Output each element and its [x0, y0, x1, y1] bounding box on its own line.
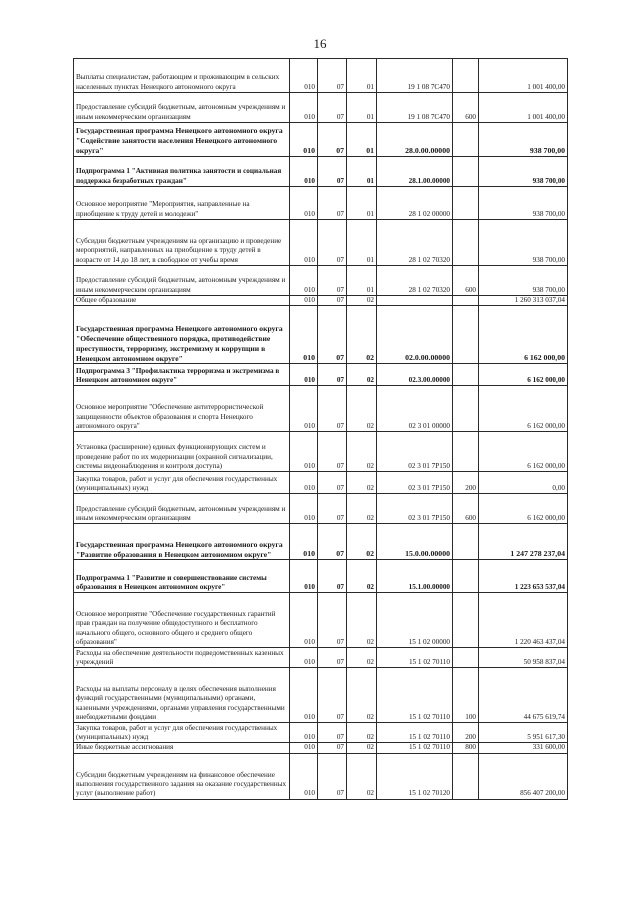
row-target-article-cell: 15 1 02 70110	[377, 743, 453, 753]
row-grbs-cell: 010	[290, 187, 318, 220]
row-target-article-cell: 15.1.00.00000	[377, 560, 453, 593]
row-expense-type-cell	[453, 648, 479, 668]
table-row	[74, 296, 568, 306]
row-expense-type-cell	[453, 524, 479, 560]
row-subsection-cell: 01	[347, 266, 377, 296]
row-subsection-cell: 02	[347, 306, 377, 364]
row-target-article-cell: 02.3.00.00000	[377, 364, 453, 386]
row-target-article-cell: 02 3 01 7Р150	[377, 494, 453, 524]
row-amount-cell: 938 700,00	[479, 123, 568, 157]
row-section-cell: 07	[318, 123, 347, 157]
row-expense-type-cell	[453, 296, 479, 306]
row-amount-cell: 1 001 400,00	[479, 93, 568, 123]
page-number: 16	[313, 36, 327, 51]
row-name-cell: Государственная программа Ненецкого автономного округа "Содействие занятости населения Ненецкого автономного округа"	[74, 123, 290, 157]
row-amount-cell: 6 162 000,00	[479, 306, 568, 364]
row-section-cell: 07	[318, 386, 347, 432]
row-amount-cell: 50 958 837,04	[479, 648, 568, 668]
row-section-cell: 07	[318, 432, 347, 472]
row-grbs-cell: 010	[290, 306, 318, 364]
row-expense-type-cell: 600	[453, 266, 479, 296]
row-subsection-cell: 02	[347, 743, 377, 753]
row-target-article-cell: 28 1 02 70320	[377, 220, 453, 266]
row-amount-cell: 6 162 000,00	[479, 494, 568, 524]
row-expense-type-cell	[453, 220, 479, 266]
table-row	[74, 432, 568, 472]
row-grbs-cell: 010	[290, 723, 318, 743]
row-expense-type-cell	[453, 432, 479, 472]
table-row	[74, 753, 568, 799]
row-subsection-cell: 02	[347, 494, 377, 524]
row-target-article-cell: 15 1 02 70110	[377, 648, 453, 668]
table-row	[74, 93, 568, 123]
row-target-article-cell: 28 1 02 70320	[377, 266, 453, 296]
row-section-cell: 07	[318, 648, 347, 668]
row-expense-type-cell	[453, 59, 479, 93]
row-name-cell: Закупка товаров, работ и услуг для обеспечения государственных (муниципальных) нужд	[74, 723, 290, 743]
row-amount-cell: 5 951 617,30	[479, 723, 568, 743]
table-row	[74, 648, 568, 668]
row-amount-cell: 1 001 400,00	[479, 59, 568, 93]
row-section-cell: 07	[318, 494, 347, 524]
row-name-cell: Подпрограмма 1 "Развитие и совершенствование системы образования в Ненецком автономном округе"	[74, 560, 290, 593]
table-row	[74, 743, 568, 753]
row-target-article-cell: 02.0.00.00000	[377, 306, 453, 364]
row-name-cell: Государственная программа Ненецкого автономного округа "Обеспечение общественного порядка, противодействие преступности, терроризму, экстремизму и коррупции в Ненецком автономном округе"	[74, 306, 290, 364]
row-expense-type-cell	[453, 306, 479, 364]
row-grbs-cell: 010	[290, 648, 318, 668]
row-target-article-cell: 19 1 08 7С470	[377, 59, 453, 93]
row-expense-type-cell	[453, 560, 479, 593]
row-amount-cell: 1 247 278 237,04	[479, 524, 568, 560]
table-row	[74, 524, 568, 560]
table-row	[74, 723, 568, 743]
row-target-article-cell: 02 3 01 00000	[377, 386, 453, 432]
row-name-cell: Выплаты специалистам, работающим и проживающим в сельских населенных пунктах Ненецкого автономного округа	[74, 59, 290, 93]
row-subsection-cell: 01	[347, 93, 377, 123]
row-grbs-cell: 010	[290, 220, 318, 266]
row-amount-cell: 938 700,00	[479, 187, 568, 220]
row-name-cell: Закупка товаров, работ и услуг для обеспечения государственных (муниципальных) нужд	[74, 472, 290, 494]
row-expense-type-cell	[453, 157, 479, 187]
table-row	[74, 386, 568, 432]
row-grbs-cell: 010	[290, 472, 318, 494]
row-expense-type-cell	[453, 123, 479, 157]
table-row	[74, 59, 568, 93]
row-section-cell: 07	[318, 364, 347, 386]
row-section-cell: 07	[318, 157, 347, 187]
row-section-cell: 07	[318, 743, 347, 753]
row-section-cell: 07	[318, 593, 347, 648]
row-amount-cell: 0,00	[479, 472, 568, 494]
row-grbs-cell: 010	[290, 668, 318, 723]
row-name-cell: Предоставление субсидий бюджетным, автономным учреждениям и иным некоммерческим организациям	[74, 494, 290, 524]
row-name-cell: Установка (расширение) единых функционирующих систем и проведение работ по их модернизации (охранной сигнализации, системы видеонаблюдения и контроля доступа)	[74, 432, 290, 472]
row-section-cell: 07	[318, 472, 347, 494]
row-subsection-cell: 02	[347, 593, 377, 648]
row-name-cell: Общее образование	[74, 296, 290, 306]
row-subsection-cell: 02	[347, 386, 377, 432]
row-section-cell: 07	[318, 266, 347, 296]
table-row	[74, 364, 568, 386]
row-section-cell: 07	[318, 306, 347, 364]
row-amount-cell: 6 162 000,00	[479, 432, 568, 472]
row-expense-type-cell	[453, 364, 479, 386]
row-expense-type-cell	[453, 753, 479, 799]
row-amount-cell: 938 700,00	[479, 157, 568, 187]
row-grbs-cell: 010	[290, 432, 318, 472]
row-target-article-cell: 28.1.00.00000	[377, 157, 453, 187]
row-amount-cell: 1 260 313 037,04	[479, 296, 568, 306]
table-row	[74, 123, 568, 157]
row-section-cell: 07	[318, 93, 347, 123]
row-expense-type-cell: 200	[453, 472, 479, 494]
row-section-cell: 07	[318, 723, 347, 743]
row-amount-cell: 856 407 200,00	[479, 753, 568, 799]
row-section-cell: 07	[318, 668, 347, 723]
table-row	[74, 220, 568, 266]
row-subsection-cell: 01	[347, 157, 377, 187]
row-name-cell: Расходы на обеспечение деятельности подведомственных казенных учреждений	[74, 648, 290, 668]
row-name-cell: Предоставление субсидий бюджетным, автономным учреждениям и иным некоммерческим организациям	[74, 266, 290, 296]
row-subsection-cell: 02	[347, 648, 377, 668]
table-row	[74, 593, 568, 648]
row-name-cell: Основное мероприятие "Мероприятия, направленные на приобщение к труду детей и молодежи"	[74, 187, 290, 220]
row-expense-type-cell	[453, 593, 479, 648]
row-subsection-cell: 01	[347, 123, 377, 157]
row-name-cell: Расходы на выплаты персоналу в целях обеспечения выполнения функций государственными (муниципальными) органами, казенными учреждениями, органами управления государственными внебюджетными фондами	[74, 668, 290, 723]
row-section-cell: 07	[318, 753, 347, 799]
budget-table	[73, 58, 568, 800]
table-row	[74, 187, 568, 220]
row-expense-type-cell: 800	[453, 743, 479, 753]
row-subsection-cell: 01	[347, 59, 377, 93]
table-row	[74, 494, 568, 524]
row-target-article-cell: 28.0.00.00000	[377, 123, 453, 157]
row-target-article-cell: 15 1 02 00000	[377, 593, 453, 648]
row-section-cell: 07	[318, 560, 347, 593]
row-amount-cell: 1 220 463 437,04	[479, 593, 568, 648]
row-name-cell: Субсидии бюджетным учреждениям на организацию и проведение мероприятий, направленных на приобщение к труду детей в возрасте от 14 до 18 лет, в свободное от учебы время	[74, 220, 290, 266]
row-target-article-cell: 15.0.00.00000	[377, 524, 453, 560]
row-target-article-cell	[377, 296, 453, 306]
row-amount-cell: 44 675 619,74	[479, 668, 568, 723]
row-subsection-cell: 02	[347, 668, 377, 723]
row-grbs-cell: 010	[290, 494, 318, 524]
row-subsection-cell: 02	[347, 524, 377, 560]
row-name-cell: Основное мероприятие "Обеспечение государственных гарантий прав граждан на получение общедоступного и бесплатного начального общего, основного общего и среднего общего образования"	[74, 593, 290, 648]
row-subsection-cell: 02	[347, 432, 377, 472]
row-subsection-cell: 02	[347, 753, 377, 799]
row-subsection-cell: 02	[347, 296, 377, 306]
row-amount-cell: 938 700,00	[479, 266, 568, 296]
table-row	[74, 668, 568, 723]
row-subsection-cell: 02	[347, 560, 377, 593]
row-target-article-cell: 15 1 02 70120	[377, 753, 453, 799]
row-amount-cell: 938 700,00	[479, 220, 568, 266]
row-target-article-cell: 15 1 02 70110	[377, 668, 453, 723]
row-grbs-cell: 010	[290, 560, 318, 593]
row-target-article-cell: 02 3 01 7Р150	[377, 432, 453, 472]
row-grbs-cell: 010	[290, 59, 318, 93]
row-expense-type-cell: 600	[453, 494, 479, 524]
row-section-cell: 07	[318, 524, 347, 560]
row-target-article-cell: 19 1 08 7С470	[377, 93, 453, 123]
row-target-article-cell: 15 1 02 70110	[377, 723, 453, 743]
row-target-article-cell: 02 3 01 7Р150	[377, 472, 453, 494]
row-expense-type-cell: 100	[453, 668, 479, 723]
row-grbs-cell: 010	[290, 157, 318, 187]
table-row	[74, 472, 568, 494]
row-grbs-cell: 010	[290, 386, 318, 432]
row-name-cell: Иные бюджетные ассигнования	[74, 743, 290, 753]
row-subsection-cell: 01	[347, 220, 377, 266]
row-grbs-cell: 010	[290, 93, 318, 123]
row-name-cell: Подпрограмма 3 "Профилактика терроризма и экстремизма в Ненецком автономном округе"	[74, 364, 290, 386]
row-grbs-cell: 010	[290, 593, 318, 648]
row-amount-cell: 1 223 653 537,04	[479, 560, 568, 593]
table-row	[74, 560, 568, 593]
row-expense-type-cell	[453, 386, 479, 432]
row-subsection-cell: 02	[347, 472, 377, 494]
table-row	[74, 157, 568, 187]
row-grbs-cell: 010	[290, 123, 318, 157]
row-section-cell: 07	[318, 59, 347, 93]
row-expense-type-cell: 600	[453, 93, 479, 123]
row-expense-type-cell: 200	[453, 723, 479, 743]
row-target-article-cell: 28 1 02 00000	[377, 187, 453, 220]
row-amount-cell: 6 162 000,00	[479, 386, 568, 432]
row-subsection-cell: 02	[347, 364, 377, 386]
row-grbs-cell: 010	[290, 753, 318, 799]
row-grbs-cell: 010	[290, 296, 318, 306]
row-name-cell: Государственная программа Ненецкого автономного округа "Развитие образования в Ненецком автономном округе"	[74, 524, 290, 560]
row-name-cell: Предоставление субсидий бюджетным, автономным учреждениям и иным некоммерческим организациям	[74, 93, 290, 123]
row-grbs-cell: 010	[290, 364, 318, 386]
table-row	[74, 266, 568, 296]
row-amount-cell: 331 600,00	[479, 743, 568, 753]
row-section-cell: 07	[318, 296, 347, 306]
row-subsection-cell: 01	[347, 187, 377, 220]
row-subsection-cell: 02	[347, 723, 377, 743]
row-section-cell: 07	[318, 187, 347, 220]
row-name-cell: Субсидии бюджетным учреждениям на финансовое обеспечение выполнения государственного задания на оказание государственных услуг (выполнение работ)	[74, 753, 290, 799]
row-expense-type-cell	[453, 187, 479, 220]
row-grbs-cell: 010	[290, 524, 318, 560]
row-grbs-cell: 010	[290, 266, 318, 296]
row-section-cell: 07	[318, 220, 347, 266]
row-name-cell: Основное мероприятие "Обеспечение антитеррористической защищенности объектов образования и спорта Ненецкого автономного округа"	[74, 386, 290, 432]
table-row	[74, 306, 568, 364]
row-grbs-cell: 010	[290, 743, 318, 753]
row-name-cell: Подпрограмма 1 "Активная политика занятости и социальная поддержка безработных граждан"	[74, 157, 290, 187]
row-amount-cell: 6 162 000,00	[479, 364, 568, 386]
